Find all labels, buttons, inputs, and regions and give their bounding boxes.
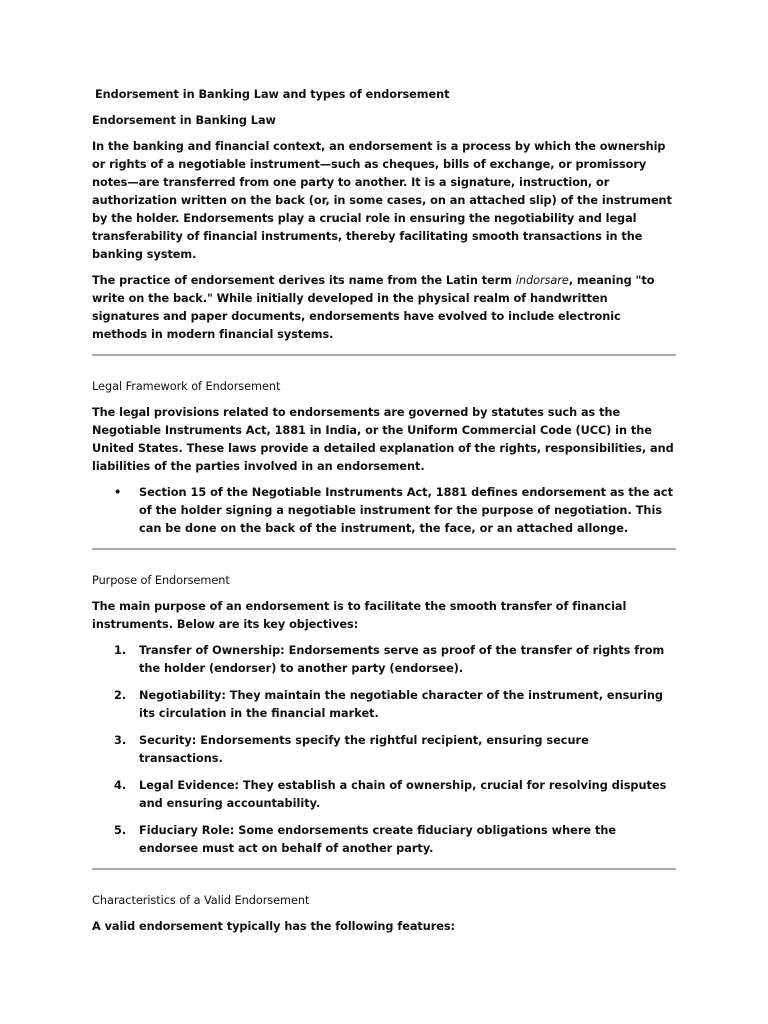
list-item-text: Section 15 of the Negotiable Instruments Act, 1881 defines endorsement as the act of the holder signing a negotiable instrument for the purpose of negotiation. This can be done on the back of the instrument, the face, or an attached allonge. bbox=[139, 486, 674, 535]
list-number: 4. bbox=[114, 779, 127, 792]
intro-paragraph-2-lead: The practice of endorsement derives its name from the Latin term bbox=[92, 274, 516, 287]
purpose-paragraph: The main purpose of an endorsement is to facilitate the smooth transfer of financial instruments. Below are its key objectives: bbox=[92, 600, 627, 631]
list-item bbox=[92, 822, 676, 858]
latin-term: indorsare bbox=[515, 274, 569, 287]
intro-paragraph-1: In the banking and financial context, an endorsement is a process by which the ownership or rights of a negotiable instrument—such as cheques, bills of exchange, or promissory notes—are transferred from one party to another. It is a signature, instruction, or authorization written on the back (or, in some cases, on an attached slip) of the instrument by the holder. Endorsements play a crucial role in ensuring the negotiability and legal transferability of financial instruments, thereby facilitating smooth transactions in the banking system. bbox=[92, 140, 672, 261]
document-title: Endorsement in Banking Law and types of endorsement bbox=[95, 88, 450, 101]
list-item bbox=[92, 777, 676, 813]
characteristics-paragraph: A valid endorsement typically has the following features: bbox=[92, 920, 456, 933]
list-item bbox=[92, 642, 676, 678]
list-number: 5. bbox=[114, 824, 127, 837]
list-item bbox=[92, 687, 676, 723]
purpose-numbered-list bbox=[92, 642, 676, 858]
horizontal-rule bbox=[92, 548, 676, 550]
list-item-text: Legal Evidence: They establish a chain of ownership, crucial for resolving disputes and ensuring accountability. bbox=[139, 779, 667, 810]
legal-paragraph: The legal provisions related to endorsements are governed by statutes such as the Negotiable Instruments Act, 1881 in India, or the Uniform Commercial Code (UCC) in the United States. These laws provide a detailed explanation of the rights, responsibilities, and liabilities of the parties involved in an endorsement. bbox=[92, 406, 674, 473]
list-item-text: Negotiability: They maintain the negotiable character of the instrument, ensuring its circulation in the financial market. bbox=[139, 689, 663, 720]
legal-bullet-list bbox=[92, 484, 676, 538]
list-number: 1. bbox=[114, 644, 127, 657]
list-number: 3. bbox=[114, 734, 127, 747]
bullet-marker: • bbox=[114, 486, 122, 499]
section-heading-legal: Legal Framework of Endorsement bbox=[92, 380, 281, 393]
list-item-text: Fiduciary Role: Some endorsements create fiduciary obligations where the endorsee must act on behalf of another party. bbox=[139, 824, 617, 855]
horizontal-rule bbox=[92, 354, 676, 356]
intro-paragraph-2-rest: , meaning "to write on the back." While initially developed in the physical realm of handwritten signatures and paper documents, endorsements have evolved to include electronic methods in modern financial systems. bbox=[92, 274, 655, 341]
list-item-text: Security: Endorsements specify the rightful recipient, ensuring secure transactions. bbox=[139, 734, 589, 765]
section-heading-intro: Endorsement in Banking Law bbox=[92, 114, 276, 127]
document-page bbox=[92, 86, 676, 944]
list-item-text: Transfer of Ownership: Endorsements serve as proof of the transfer of rights from the holder (endorser) to another party (endorsee). bbox=[139, 644, 665, 675]
horizontal-rule bbox=[92, 868, 676, 870]
list-item bbox=[92, 732, 676, 768]
section-heading-characteristics: Characteristics of a Valid Endorsement bbox=[92, 894, 310, 907]
intro-paragraph-2 bbox=[92, 272, 676, 344]
section-heading-purpose: Purpose of Endorsement bbox=[92, 574, 230, 587]
list-item bbox=[92, 484, 676, 538]
list-number: 2. bbox=[114, 689, 127, 702]
